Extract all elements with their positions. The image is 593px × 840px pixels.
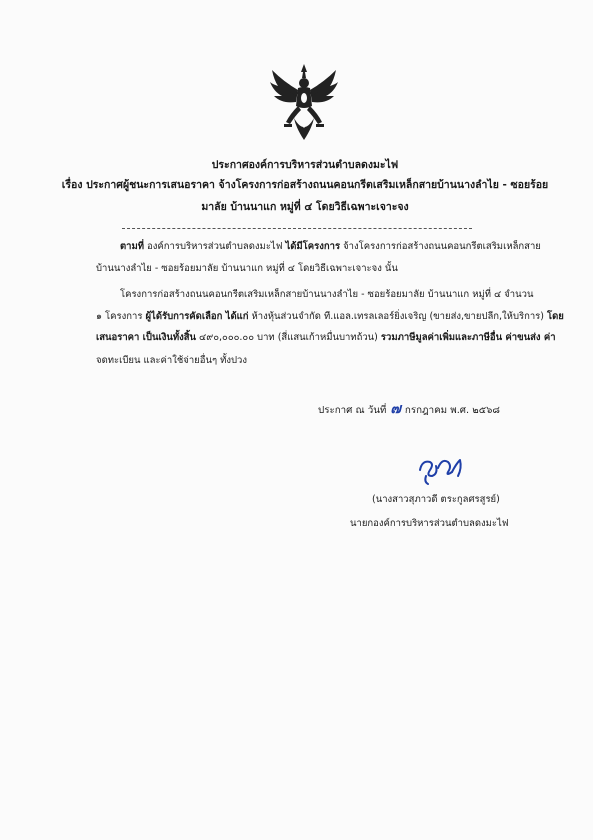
agency-heading: ประกาศองค์การบริหารส่วนตำบลดงมะไฟ [211, 159, 399, 171]
text-span: ๔๙๐,๐๐๐.๐๐ บาท (สี่แสนเก้าหมื่นบาทถ้วน) [196, 332, 381, 343]
date-suffix: กรกฎาคม พ.ศ. ๒๕๖๘ [404, 405, 500, 416]
paragraph-1-line-2: บ้านนางลำไย - ซอยร้อยมาลัย บ้านนาแก หมู่ที่ ๔ โดยวิธีเฉพาะเจาะจง นั้น [96, 263, 398, 274]
handwritten-signature [412, 446, 472, 486]
date-prefix: ประกาศ ณ วันที่ [318, 405, 387, 416]
date-day-handwritten: ๗ [390, 401, 401, 417]
text-span: ๑ โครงการ [96, 311, 146, 322]
bold-text: รวมภาษีมูลค่าเพิ่มและภาษีอื่น ค่าขนส่ง ค่า [380, 332, 556, 343]
bold-text: โดย [547, 311, 564, 322]
announcement-date [318, 398, 500, 420]
text-span: องค์การบริหารส่วนตำบลดงมะไฟ [144, 241, 286, 252]
subject-line-1: เรื่อง ประกาศผู้ชนะการเสนอราคา จ้างโครงการก่อสร้างถนนคอนกรีตเสริมเหล็กสายบ้านนางลำไย - ซอยร้อย [61, 179, 549, 191]
bold-text: ตามที่ [120, 241, 145, 252]
dashed-divider [122, 228, 472, 229]
bold-text: ได้มีโครงการ [285, 241, 341, 252]
bold-text: เสนอราคา เป็นเงินทั้งสิ้น [96, 332, 197, 343]
paragraph-2-line-4: จดทะเบียน และค่าใช้จ่ายอื่นๆ ทั้งปวง [96, 355, 247, 366]
text-span: จ้างโครงการก่อสร้างถนนคอนกรีตเสริมเหล็กสาย [340, 241, 541, 252]
signatory-name: (นางสาวสุภาวดี ตระกูลศรสูรย์) [372, 494, 500, 505]
paragraph-1-line-1 [120, 240, 541, 253]
signatory-position: นายกองค์การบริหารส่วนตำบลดงมะไฟ [350, 518, 509, 529]
paragraph-2-line-1: โครงการก่อสร้างถนนคอนกรีตเสริมเหล็กสายบ้านนางลำไย - ซอยร้อยมาลัย บ้านนาแก หมู่ที่ ๔ จำนวน [120, 289, 534, 300]
subject-line-2: มาลัย บ้านนาแก หมู่ที่ ๔ โดยวิธีเฉพาะเจาะจง [201, 201, 409, 213]
bold-text: ผู้ได้รับการคัดเลือก ได้แก่ [145, 311, 249, 322]
paragraph-2-line-3 [96, 331, 556, 344]
paragraph-2-line-2 [96, 310, 564, 323]
garuda-emblem-icon [268, 62, 340, 144]
text-span: ห้างหุ้นส่วนจำกัด ที.แอล.เทรลเลอร์ยิ่งเจริญ (ขายส่ง,ขายปลีก,ให้บริการ) [248, 311, 547, 322]
